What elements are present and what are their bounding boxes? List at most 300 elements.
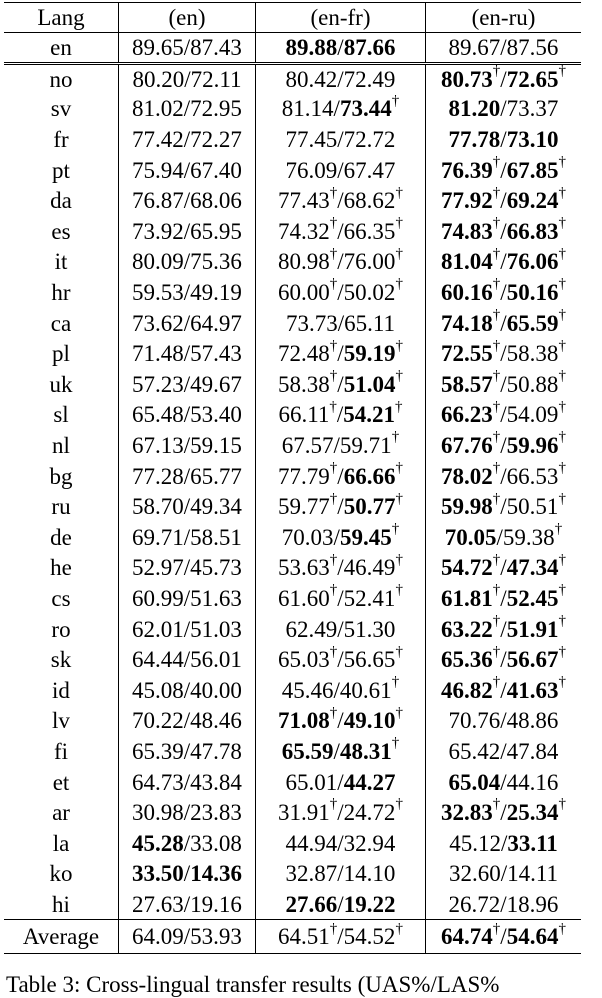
score-cell-en-fr <box>256 33 426 64</box>
score-text: 81.14/ <box>281 96 340 122</box>
score-cell-en-fr <box>256 522 426 553</box>
table-row <box>4 338 581 369</box>
score-text: 45.08/40.00 <box>132 677 242 703</box>
best-score: 81.04 <box>441 249 493 275</box>
score-text: 58.38 <box>278 371 330 397</box>
score-text: /52.41 <box>337 585 396 611</box>
score-cell-en-ru <box>426 828 582 859</box>
lang-cell: it <box>54 249 68 275</box>
best-score: 80.73 <box>441 66 493 92</box>
lang-cell: no <box>4 63 119 94</box>
significance-dagger: † <box>329 643 338 660</box>
best-score: 74.18 <box>441 310 493 336</box>
significance-dagger: † <box>329 551 338 568</box>
table-row <box>4 614 581 645</box>
significance-dagger: † <box>558 306 566 323</box>
score-cell-en <box>119 277 256 308</box>
best-score: 46.82 <box>441 677 493 703</box>
score-text: 71.48/57.43 <box>132 341 242 367</box>
score-cell-en <box>119 828 256 859</box>
lang-cell: he <box>50 555 72 581</box>
table-row <box>4 706 581 737</box>
lang-cell: fr <box>53 127 69 153</box>
score-cell-en-ru <box>426 675 582 706</box>
score-text: / <box>500 188 507 214</box>
significance-dagger: † <box>329 582 338 599</box>
score-text: / <box>500 66 507 92</box>
score-text: 32.60/14.11 <box>448 861 559 887</box>
score-text: / <box>183 861 191 887</box>
best-score: 49.10 <box>343 708 396 734</box>
score-text: 72.48 <box>278 341 330 367</box>
table-row <box>4 430 581 461</box>
score-text: /56.65 <box>337 647 396 673</box>
table-row <box>4 400 581 431</box>
score-cell-en-fr <box>256 63 426 94</box>
significance-dagger: † <box>492 920 501 937</box>
score-cell-en-ru <box>426 920 582 954</box>
best-score: 27.66 <box>285 891 338 917</box>
score-text: /46.49 <box>337 555 396 581</box>
score-text: 26.72/18.96 <box>448 891 559 917</box>
best-score: 44.27 <box>343 769 396 795</box>
score-cell-en-ru <box>426 369 582 400</box>
score-text: / <box>336 402 344 428</box>
best-score: 70.05 <box>444 524 497 550</box>
score-cell-en-fr <box>256 277 426 308</box>
best-score: 81.20 <box>448 96 501 122</box>
score-text: / <box>333 738 340 764</box>
score-cell-en <box>119 400 256 431</box>
score-text: /24.72 <box>337 800 396 826</box>
table-row <box>4 859 581 890</box>
significance-dagger: † <box>329 368 338 385</box>
header-en-ru: (en-ru) <box>426 3 582 33</box>
header-lang: Lang <box>4 3 119 33</box>
score-cell-en-fr <box>256 308 426 339</box>
significance-dagger: † <box>395 276 403 293</box>
score-cell-en-fr <box>256 400 426 431</box>
score-text: 77.45/72.72 <box>285 127 396 153</box>
significance-dagger: † <box>395 551 403 568</box>
score-cell-en <box>119 675 256 706</box>
score-text: / <box>337 708 344 734</box>
lang-cell: es <box>51 218 71 244</box>
best-score: 65.59 <box>506 310 559 336</box>
score-text: / <box>337 34 344 60</box>
score-cell-en-ru <box>426 491 582 522</box>
significance-dagger: † <box>558 920 566 937</box>
best-score: 19.22 <box>343 891 396 917</box>
score-cell-en <box>119 33 256 64</box>
significance-dagger: † <box>492 184 501 201</box>
score-cell-en <box>119 461 256 492</box>
significance-dagger: † <box>395 368 403 385</box>
significance-dagger: † <box>395 459 403 476</box>
best-score: 61.81 <box>441 585 493 611</box>
score-cell-en-fr <box>256 859 426 890</box>
best-score: 78.02 <box>441 463 493 489</box>
score-cell-en <box>119 491 256 522</box>
table-row <box>4 675 581 706</box>
table-row <box>4 308 581 339</box>
score-text: 75.94/67.40 <box>132 157 242 183</box>
score-text: 67.57/59.71 <box>281 433 392 459</box>
score-cell-en <box>119 155 256 186</box>
lang-cell: hr <box>51 280 71 306</box>
best-score: 25.34 <box>506 800 559 826</box>
significance-dagger: † <box>329 920 338 937</box>
score-cell-en-ru <box>426 614 582 645</box>
score-cell-en <box>119 430 256 461</box>
significance-dagger: † <box>395 796 403 813</box>
score-text: 65.48/53.40 <box>132 402 242 428</box>
significance-dagger: † <box>554 521 563 538</box>
significance-dagger: † <box>558 674 566 691</box>
best-score: 63.22 <box>441 616 493 642</box>
table-row <box>4 124 581 155</box>
score-cell-en <box>119 247 256 278</box>
best-score: 45.28 <box>132 830 184 856</box>
score-cell-en-ru <box>426 889 582 920</box>
score-text: / <box>500 157 507 183</box>
significance-dagger: † <box>329 704 338 721</box>
score-text: 66.11 <box>278 402 330 428</box>
table-row <box>4 216 581 247</box>
significance-dagger: † <box>329 337 338 354</box>
score-text: 31.91 <box>278 800 330 826</box>
significance-dagger: † <box>329 490 338 507</box>
score-text: 62.01/51.03 <box>132 616 242 642</box>
lang-cell: id <box>52 677 70 703</box>
score-text: / <box>337 341 344 367</box>
table-row <box>4 583 581 614</box>
table-row <box>4 185 581 216</box>
significance-dagger: † <box>492 245 501 262</box>
score-cell-en <box>119 63 256 94</box>
score-text: / <box>500 433 507 459</box>
significance-dagger: † <box>329 184 338 201</box>
best-score: 73.10 <box>506 127 559 153</box>
best-score: 72.55 <box>441 341 493 367</box>
table-row <box>4 461 581 492</box>
table-row <box>4 767 581 798</box>
header-en: (en) <box>119 3 256 33</box>
score-text: /44.16 <box>500 769 559 795</box>
score-cell-en <box>119 797 256 828</box>
table-row <box>4 94 581 125</box>
score-text: 80.98 <box>278 249 330 275</box>
score-cell-en-fr <box>256 767 426 798</box>
score-text: 32.87/14.10 <box>285 861 396 887</box>
table-row <box>4 491 581 522</box>
score-text: 89.67/87.56 <box>448 34 559 60</box>
score-cell-en-ru <box>426 430 582 461</box>
best-score: 66.66 <box>343 463 396 489</box>
score-cell-en-ru <box>426 461 582 492</box>
score-text: /54.09 <box>500 402 559 428</box>
best-score: 51.04 <box>343 371 396 397</box>
significance-dagger: † <box>558 245 566 262</box>
significance-dagger: † <box>329 459 338 476</box>
score-cell-en-ru <box>426 767 582 798</box>
score-text: 52.97/45.73 <box>132 555 242 581</box>
significance-dagger: † <box>391 429 400 446</box>
table-row <box>4 63 581 94</box>
score-cell-en <box>119 583 256 614</box>
score-cell-en <box>119 94 256 125</box>
significance-dagger: † <box>329 796 338 813</box>
lang-cell: ru <box>51 494 71 520</box>
score-text: 65.03 <box>278 647 330 673</box>
lang-cell: en <box>50 34 72 60</box>
lang-cell: ca <box>50 310 72 336</box>
significance-dagger: † <box>492 490 501 507</box>
lang-cell: nl <box>52 433 70 459</box>
score-text: 80.42/72.49 <box>285 66 396 92</box>
best-score: 76.06 <box>506 249 559 275</box>
score-cell-en-ru <box>426 124 582 155</box>
score-text: /66.53 <box>500 463 559 489</box>
score-text: 70.03/ <box>281 524 340 550</box>
score-text: /50.88 <box>500 371 559 397</box>
score-cell-en-fr <box>256 797 426 828</box>
best-score: 59.19 <box>343 341 396 367</box>
table-row <box>4 889 581 920</box>
significance-dagger: † <box>329 398 337 415</box>
significance-dagger: † <box>395 704 403 721</box>
lang-cell: uk <box>49 371 73 397</box>
best-score: 69.24 <box>506 188 559 214</box>
best-score: 33.11 <box>507 830 558 856</box>
lang-cell: la <box>52 830 70 856</box>
score-cell-en-ru <box>426 553 582 584</box>
table-row <box>4 736 581 767</box>
significance-dagger: † <box>395 215 403 232</box>
score-cell-en-fr <box>256 583 426 614</box>
best-score: 65.59 <box>281 738 334 764</box>
score-cell-en-fr <box>256 247 426 278</box>
table-row <box>4 247 581 278</box>
significance-dagger: † <box>558 276 566 293</box>
score-cell-en <box>119 522 256 553</box>
score-text: / <box>500 218 507 244</box>
best-score: 56.67 <box>506 647 559 673</box>
table-row <box>4 644 581 675</box>
significance-dagger: † <box>492 337 501 354</box>
significance-dagger: † <box>492 796 501 813</box>
score-text: 64.44/56.01 <box>132 647 242 673</box>
score-cell-en <box>119 124 256 155</box>
best-score: 59.96 <box>506 433 559 459</box>
lang-cell: sl <box>53 402 69 428</box>
score-text: / <box>500 310 507 336</box>
significance-dagger: † <box>395 582 403 599</box>
table-row <box>4 33 581 64</box>
significance-dagger: † <box>492 643 501 660</box>
significance-dagger: † <box>395 920 403 937</box>
best-score: 52.45 <box>506 585 559 611</box>
lang-cell: pl <box>52 341 70 367</box>
score-cell-en-fr <box>256 828 426 859</box>
score-cell-en-fr <box>256 338 426 369</box>
score-cell-en-ru <box>426 706 582 737</box>
score-cell-en-fr <box>256 491 426 522</box>
score-cell-en-fr <box>256 675 426 706</box>
significance-dagger: † <box>395 490 403 507</box>
significance-dagger: † <box>558 796 566 813</box>
table-row <box>4 277 581 308</box>
best-score: 47.34 <box>506 555 559 581</box>
score-cell-en <box>119 338 256 369</box>
table-caption: Table 3: Cross-lingual transfer results (UAS%/LAS% <box>6 972 500 997</box>
score-text: 64.51 <box>278 924 330 950</box>
score-cell-en-fr <box>256 155 426 186</box>
significance-dagger: † <box>395 398 403 415</box>
score-cell-en-ru <box>426 797 582 828</box>
score-cell-en-fr <box>256 369 426 400</box>
lang-cell: Average <box>4 920 119 954</box>
score-text: / <box>337 371 344 397</box>
significance-dagger: † <box>558 184 566 201</box>
best-score: 89.88 <box>285 34 338 60</box>
score-cell-en-fr <box>256 553 426 584</box>
score-text: /73.37 <box>500 96 559 122</box>
score-cell-en-fr <box>256 614 426 645</box>
score-text: 59.77 <box>278 494 330 520</box>
table-row <box>4 369 581 400</box>
score-text: 76.09/67.47 <box>285 157 396 183</box>
table-body <box>4 33 581 954</box>
score-text: / <box>500 249 507 275</box>
best-score: 14.36 <box>190 861 242 887</box>
score-cell-en-fr <box>256 94 426 125</box>
score-text: / <box>337 463 344 489</box>
score-text: /50.02 <box>337 280 396 306</box>
score-text: 45.46/40.61 <box>281 677 392 703</box>
score-text: 80.09/75.36 <box>132 249 242 275</box>
score-text: /58.38 <box>500 341 559 367</box>
score-cell-en <box>119 920 256 954</box>
score-cell-en-ru <box>426 308 582 339</box>
significance-dagger: † <box>558 551 566 568</box>
score-cell-en-ru <box>426 583 582 614</box>
score-cell-en-ru <box>426 247 582 278</box>
lang-cell: de <box>50 524 72 550</box>
score-text: 89.65/87.43 <box>132 34 242 60</box>
score-text: / <box>500 616 507 642</box>
best-score: 77.92 <box>441 188 493 214</box>
significance-dagger: † <box>558 215 566 232</box>
score-text: / <box>500 677 507 703</box>
score-text: / <box>500 585 507 611</box>
score-cell-en <box>119 767 256 798</box>
score-text: 64.09/53.93 <box>132 924 242 950</box>
best-score: 41.63 <box>506 677 559 703</box>
lang-cell: sv <box>50 96 72 122</box>
best-score: 65.36 <box>441 647 493 673</box>
score-cell-en <box>119 736 256 767</box>
score-cell-en <box>119 644 256 675</box>
best-score: 77.78 <box>448 127 501 153</box>
score-cell-en-ru <box>426 63 582 94</box>
significance-dagger: † <box>492 429 501 446</box>
significance-dagger: † <box>558 643 566 660</box>
lang-cell: ar <box>52 800 70 826</box>
lang-cell: hi <box>52 891 70 917</box>
significance-dagger: † <box>492 62 501 79</box>
score-text: 70.22/48.46 <box>132 708 242 734</box>
best-score: 33.50 <box>132 861 184 887</box>
score-text: 80.20/72.11 <box>132 66 242 92</box>
score-text: 65.42/47.84 <box>448 738 559 764</box>
score-text: /33.08 <box>183 830 242 856</box>
lang-cell: pt <box>52 157 70 183</box>
significance-dagger: † <box>492 582 501 599</box>
score-text: /54.52 <box>337 924 396 950</box>
score-cell-en-ru <box>426 216 582 247</box>
score-cell-en-ru <box>426 736 582 767</box>
best-score: 66.23 <box>441 402 493 428</box>
significance-dagger: † <box>391 92 400 109</box>
significance-dagger: † <box>492 368 501 385</box>
score-cell-en <box>119 889 256 920</box>
lang-cell: da <box>50 188 72 214</box>
best-score: 48.31 <box>339 738 392 764</box>
significance-dagger: † <box>329 276 338 293</box>
score-text: 76.87/68.06 <box>132 188 242 214</box>
best-score: 50.77 <box>343 494 396 520</box>
score-text: 69.71/58.51 <box>132 524 242 550</box>
best-score: 54.21 <box>343 402 396 428</box>
lang-cell: bg <box>49 463 73 489</box>
score-cell-en <box>119 553 256 584</box>
best-score: 50.16 <box>506 280 559 306</box>
table-header-row <box>4 3 581 33</box>
score-cell-en-ru <box>426 94 582 125</box>
score-text: 77.43 <box>278 188 330 214</box>
significance-dagger: † <box>492 276 501 293</box>
score-cell-en <box>119 859 256 890</box>
score-text: / <box>337 494 344 520</box>
best-score: 66.83 <box>506 218 559 244</box>
significance-dagger: † <box>395 643 403 660</box>
score-cell-en-ru <box>426 522 582 553</box>
best-score: 67.85 <box>506 157 559 183</box>
lang-cell: ko <box>49 861 73 887</box>
score-cell-en-ru <box>426 33 582 64</box>
score-cell-en-fr <box>256 920 426 954</box>
best-score: 73.44 <box>339 96 392 122</box>
significance-dagger: † <box>558 398 566 415</box>
score-cell-en-ru <box>426 338 582 369</box>
best-score: 72.65 <box>506 66 559 92</box>
best-score: 51.91 <box>506 616 559 642</box>
significance-dagger: † <box>391 735 400 752</box>
score-cell-en-ru <box>426 400 582 431</box>
significance-dagger: † <box>395 184 403 201</box>
score-text: /59.38 <box>496 524 555 550</box>
score-text: 73.73/65.11 <box>285 310 396 336</box>
best-score: 58.57 <box>441 371 493 397</box>
table-row <box>4 553 581 584</box>
score-text: /50.51 <box>500 494 559 520</box>
score-text: 65.01/ <box>285 769 344 795</box>
table-row <box>4 155 581 186</box>
score-cell-en-ru <box>426 644 582 675</box>
score-text: 70.76/48.86 <box>448 708 559 734</box>
significance-dagger: † <box>492 612 501 629</box>
